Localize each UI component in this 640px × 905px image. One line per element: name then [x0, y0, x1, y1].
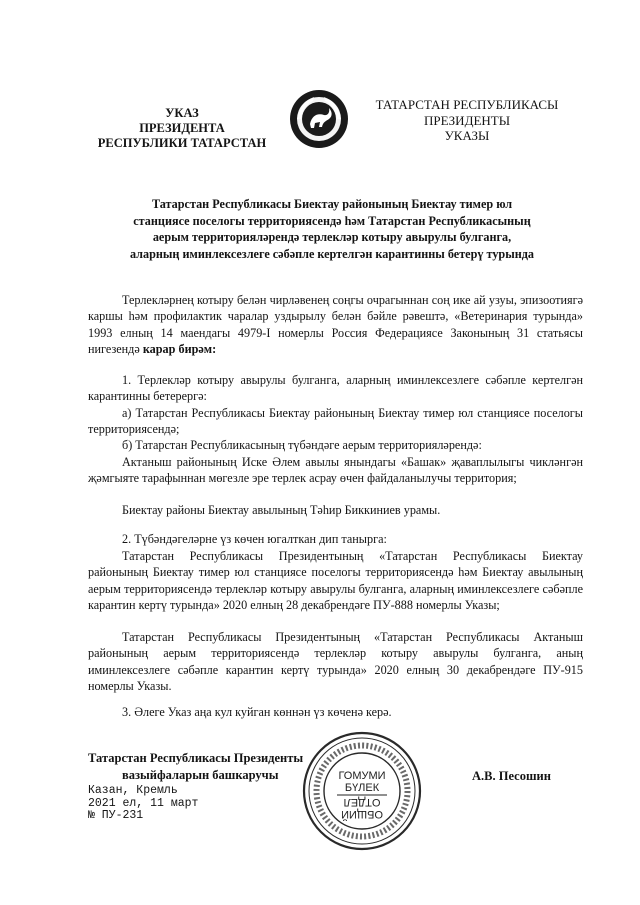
- preamble-resolution: карар бирәм:: [142, 341, 217, 356]
- section-3: 3. Әлеге Указ аңа кул куйган көннән үз көченә керә.: [122, 705, 392, 719]
- signatory-title-line: вазыйфаларын башкаручы: [122, 768, 279, 782]
- header-right-tatar: [357, 97, 577, 144]
- title-line: аларның иминлексезлеге сәбәпле кертелгән карантинны бетерү турында: [129, 246, 534, 261]
- stamp-line: БҮЛЕК: [344, 782, 380, 794]
- date: 2021 ел, 11 март: [88, 796, 199, 810]
- section-1-item-a: а) Татарстан Республикасы Биектау районының Биектау тимер юл станциясе поселогы территориясендә;: [88, 406, 583, 437]
- tatarstan-coat-of-arms-icon: [288, 88, 350, 150]
- place: Казан, Кремль: [88, 784, 178, 797]
- decree-title: [72, 196, 592, 262]
- stamp-line: ОТДЕЛ: [343, 796, 381, 808]
- signatory-name: А.В. Песошин: [472, 769, 551, 783]
- section-1-item-b-territory-2: Биектау районы Биектау авылының Тәһир Биккиниев урамы.: [122, 503, 441, 517]
- preamble-paragraph: [88, 292, 583, 357]
- title-line: Татарстан Республикасы Биектау районының Биектау тимер юл: [151, 197, 513, 211]
- section-1-item-b-territory-1: Актаныш районының Иске Әлем авылы янындагы «Башак» җаваплылыгы чикләнгән җәмгыяте тарафыннан мөгезле эре терлек асрау өчен файдаланылучы территория;: [88, 455, 583, 486]
- decree-number: № ПУ-231: [88, 809, 144, 822]
- header-right-line: ПРЕЗИДЕНТЫ: [423, 112, 511, 128]
- official-stamp: [301, 730, 423, 852]
- header-left-line: РЕСПУБЛИКИ ТАТАРСТАН: [97, 136, 267, 150]
- section-1-intro: 1. Терлекләр котыру авырулы булганга, аларның иминлексезлеге сәбәпле кертелгән карантинны бетерергә:: [88, 373, 583, 404]
- section-2-decree-2: Татарстан Республикасы Президентының «Татарстан Республикасы Актаныш районының аерым территориясендә терлекләр котыру авырулы булганга, аның иминлексезлеге сәбәпле карантин кертү турында» 2020 елның 30 декабрендәге ПУ-915 номерлы Указы.: [88, 630, 583, 693]
- title-line: станциясе поселогы территориясендә һәм Татарстан Республикасының: [133, 213, 531, 228]
- title-line: аерым территорияләрендә терлекләр котыру авырулы булганга,: [152, 230, 512, 244]
- stamp-line: ОБЩИЙ: [341, 808, 383, 820]
- header-left-russian: [82, 106, 282, 151]
- header-left-line: ПРЕЗИДЕНТА: [139, 121, 225, 135]
- place-and-date: [88, 785, 198, 823]
- header-right-line: УКАЗЫ: [444, 128, 490, 143]
- section-1-item-b: б) Татарстан Республикасының түбәндәге аерым территорияләрендә:: [122, 438, 482, 452]
- header-left-line: УКАЗ: [165, 106, 199, 120]
- section-2-intro: 2. Түбәндәгеләрне үз көчен югалткан дип танырга:: [122, 532, 387, 546]
- section-2-decree-1: Татарстан Республикасы Президентының «Татарстан Республикасы Биектау районының Биектау тимер юл станциясе поселогы территориясендә һәм Биектау авылының аерым территориясендә терлекләр котыру авырулы булганга, аларның иминлексезлеге сәбәпле карантин кертү турында» 2020 елның 28 декабрендәге ПУ-888 номерлы Указы;: [88, 549, 583, 612]
- header-right-line: ТАТАРСТАН РЕСПУБЛИКАСЫ: [375, 97, 559, 112]
- stamp-line: ГОМУМИ: [338, 770, 386, 782]
- signatory-title-line: Татарстан Республикасы Президенты: [88, 751, 304, 765]
- preamble-text: Терлекләрнең котыру белән чирләвенең соңгы очрагыннан соң ике ай узуы, эпизоотиягә каршы һәм профилактик чаралар уздырылу белән бәйле рәвештә, «Ветеринария турында» 1993 елның 14 маендагы 4979-I номерлы Россия Федерациясе Законының 31 статьясы нигезендә: [88, 293, 583, 356]
- signatory-title: [88, 750, 303, 784]
